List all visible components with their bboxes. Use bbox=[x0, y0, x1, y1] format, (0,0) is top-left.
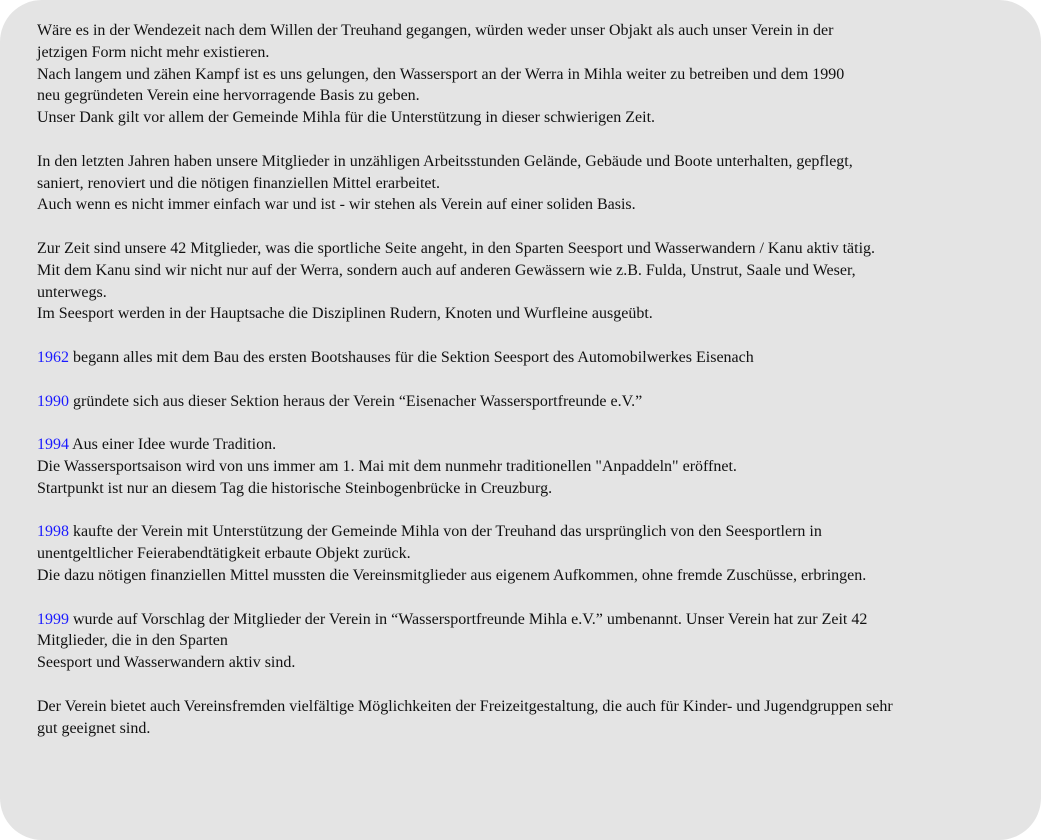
text-line: Nach langem und zähen Kampf ist es uns gelungen, den Wassersport an der Werra in Mihla weiter zu betreiben und dem 1990 bbox=[37, 65, 845, 83]
text-line: Startpunkt ist nur an diesem Tag die historische Steinbogenbrücke in Creuzburg. bbox=[37, 479, 553, 497]
history-text: Aus einer Idee wurde Tradition. bbox=[69, 436, 277, 454]
year-1999: 1999 bbox=[37, 610, 69, 628]
text-line: Die Wassersportsaison wird von uns immer am 1. Mai mit dem nunmehr traditionellen "Anpaddeln" eröffnet. bbox=[37, 457, 737, 475]
text-line: Mit dem Kanu sind wir nicht nur auf der Werra, sondern auch auf anderen Gewässern wie z.B. Fulda, Unstrut, Saale und Weser, bbox=[37, 261, 856, 279]
history-1994 bbox=[37, 434, 1021, 499]
year-1994: 1994 bbox=[37, 436, 69, 454]
text-line: Mitglieder, die in den Sparten bbox=[37, 632, 228, 650]
text-line: Wäre es in der Wendezeit nach dem Willen der Treuhand gegangen, würden weder unser Objakt als auch unser Verein in der bbox=[37, 22, 834, 39]
text-line: Im Seesport werden in der Hauptsache die Disziplinen Rudern, Knoten und Wurfleine ausgeübt. bbox=[37, 305, 653, 323]
text-line: In den letzten Jahren haben unsere Mitglieder in unzähligen Arbeitsstunden Gelände, Gebäude und Boote unterhalten, gepflegt, bbox=[37, 152, 853, 170]
history-1999 bbox=[37, 609, 1021, 674]
history-text: gründete sich aus dieser Sektion heraus der Verein “Eisenacher Wassersportfreunde e.V.” bbox=[69, 392, 643, 410]
text-line bbox=[37, 434, 1021, 456]
text-line: Unser Dank gilt vor allem der Gemeinde Mihla für die Unterstützung in dieser schwierigen Zeit. bbox=[37, 109, 656, 127]
history-1998 bbox=[37, 521, 1021, 586]
year-1962: 1962 bbox=[37, 348, 69, 366]
text-line bbox=[37, 391, 1021, 413]
year-1990: 1990 bbox=[37, 392, 69, 410]
year-1998: 1998 bbox=[37, 523, 69, 541]
sports-paragraph bbox=[37, 238, 1021, 325]
text-line: Zur Zeit sind unsere 42 Mitglieder, was die sportliche Seite angeht, in den Sparten Seesport und Wasserwandern / Kanu aktiv tätig. bbox=[37, 239, 876, 257]
history-text: begann alles mit dem Bau des ersten Bootshauses für die Sektion Seesport des Automobilwerkes Eisenach bbox=[69, 348, 754, 366]
history-1962 bbox=[37, 347, 1021, 369]
text-line: Der Verein bietet auch Vereinsfremden vielfältige Möglichkeiten der Freizeitgestaltung, die auch für Kinder- und Jugendgruppen sehr bbox=[37, 697, 893, 715]
history-text: wurde auf Vorschlag der Mitglieder der Verein in “Wassersportfreunde Mihla e.V.” umbenannt. Unser Verein hat zur Zeit 42 bbox=[69, 610, 868, 628]
text-line bbox=[37, 609, 1021, 631]
members-work-paragraph bbox=[37, 151, 1021, 216]
text-line: unterwegs. bbox=[37, 283, 107, 301]
history-text: kaufte der Verein mit Unterstützung der Gemeinde Mihla von der Treuhand das ursprünglich von den Seesportlern in bbox=[69, 523, 822, 541]
text-line: saniert, renoviert und die nötigen finanziellen Mittel erarbeitet. bbox=[37, 174, 440, 192]
history-1990 bbox=[37, 391, 1021, 413]
text-line: Seesport und Wasserwandern aktiv sind. bbox=[37, 654, 296, 672]
text-line: neu gegründeten Verein eine hervorragende Basis zu geben. bbox=[37, 87, 420, 105]
text-line: gut geeignet sind. bbox=[37, 719, 151, 737]
text-line: Die dazu nötigen finanziellen Mittel mussten die Vereinsmitglieder aus eigenem Aufkommen, ohne fremde Zuschüsse, erbringen. bbox=[37, 566, 867, 584]
text-line: Auch wenn es nicht immer einfach war und ist - wir stehen als Verein auf einer soliden Basis. bbox=[37, 196, 636, 214]
text-line bbox=[37, 521, 1021, 543]
text-line bbox=[37, 347, 1021, 369]
text-line: jetzigen Form nicht mehr existieren. bbox=[37, 43, 270, 61]
text-line: unentgeltlicher Feierabendtätigkeit erbaute Objekt zurück. bbox=[37, 545, 411, 563]
intro-paragraph bbox=[37, 20, 1021, 129]
closing-paragraph bbox=[37, 696, 1021, 740]
